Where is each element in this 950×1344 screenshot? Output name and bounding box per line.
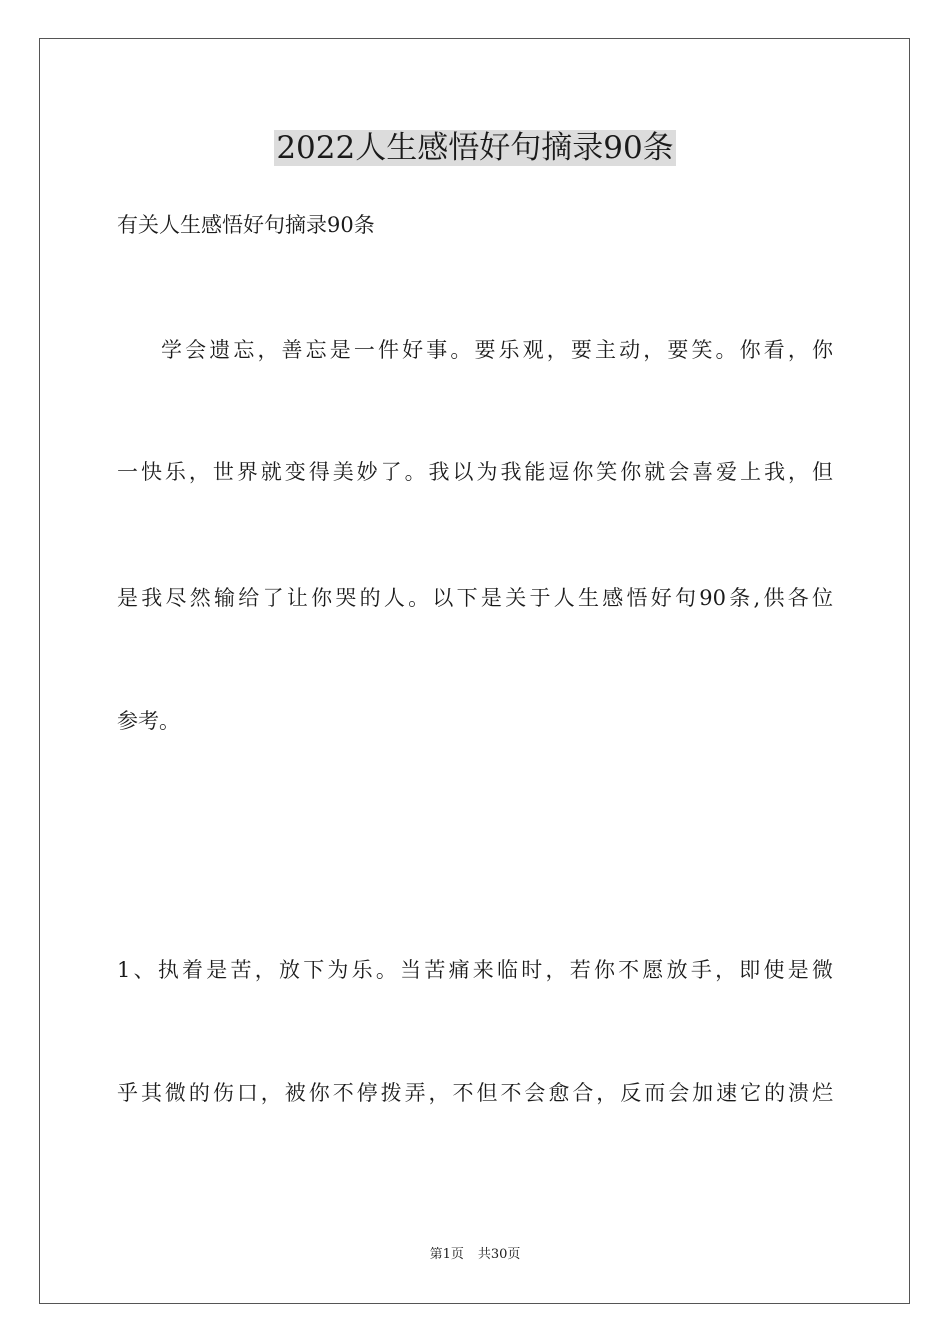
intro-line-2: 一快乐，世界就变得美妙了。我以为我能逗你笑你就会喜爱上我，但 — [117, 460, 833, 484]
document-title-text: 2022人生感悟好句摘录90条 — [276, 130, 674, 166]
page-total: 共30页 — [477, 1247, 521, 1262]
page-number: 第1页 — [429, 1247, 464, 1262]
document-subtitle: 有关人生感悟好句摘录90条 — [117, 213, 375, 237]
intro-line-1: 学会遗忘，善忘是一件好事。要乐观，要主动，要笑。你看，你 — [161, 338, 833, 362]
item-line-2: 乎其微的伤口，被你不停拨弄，不但不会愈合，反而会加速它的溃烂 — [117, 1081, 833, 1105]
page-footer — [0, 1245, 950, 1265]
intro-line-4: 参考。 — [117, 709, 180, 733]
document-title — [0, 128, 950, 168]
intro-line-3: 是我尽然输给了让你哭的人。以下是关于人生感悟好句90条,供各位 — [117, 586, 833, 610]
item-line-1: 1、执着是苦，放下为乐。当苦痛来临时，若你不愿放手，即使是微 — [117, 958, 833, 982]
